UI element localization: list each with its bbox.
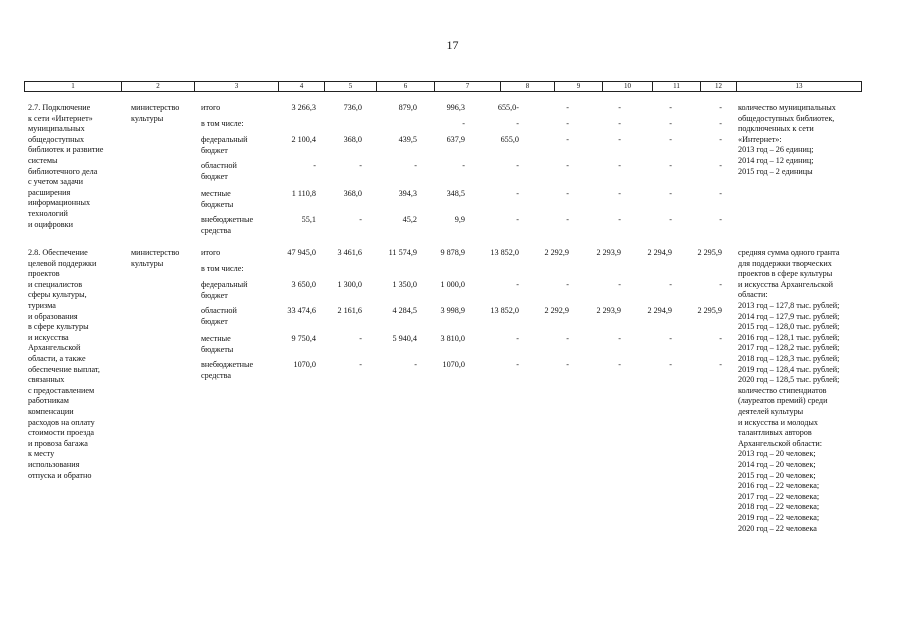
funding-source: внебюджетные: [201, 215, 254, 224]
funding-value: 3 461,6: [337, 248, 362, 257]
column-header-1: 1: [25, 82, 122, 91]
funding-source: областной: [201, 306, 237, 315]
funding-value: -: [566, 161, 569, 170]
indicator-line: средняя сумма одного гранта: [738, 248, 840, 257]
executor-line: министерство: [131, 103, 180, 112]
column-header-12: 12: [701, 82, 737, 91]
funding-value: 4 284,5: [392, 306, 417, 315]
activity-line: Архангельской: [28, 343, 81, 353]
funding-value: 13 852,0: [490, 306, 519, 315]
funding-value: -: [462, 119, 465, 128]
funding-value: -: [669, 135, 672, 144]
funding-value: 47 945,0: [287, 248, 316, 257]
funding-source: в том числе:: [201, 119, 244, 128]
column-header-10: 10: [603, 82, 653, 91]
funding-value: -: [719, 280, 722, 289]
funding-value: 1 000,0: [440, 280, 465, 289]
funding-value: 368,0: [343, 135, 362, 144]
funding-value: 55,1: [301, 215, 316, 224]
funding-value: -: [719, 360, 722, 369]
indicator-line: проектов в сфере культуры: [738, 269, 833, 279]
funding-value: 1 110,8: [291, 189, 316, 198]
funding-value: -: [566, 360, 569, 369]
indicator-line: 2013 год – 20 человек;: [738, 449, 816, 459]
column-header-4: 4: [279, 82, 325, 91]
funding-value: 1070,0: [293, 360, 316, 369]
funding-value: -: [669, 334, 672, 343]
funding-value: 2 294,9: [647, 306, 672, 315]
funding-source: областной: [201, 161, 237, 170]
page-number: 17: [446, 38, 459, 52]
column-number-header: [24, 81, 862, 92]
indicator-line: 2016 год – 128,1 тыс. рублей;: [738, 332, 840, 342]
funding-value: -: [618, 135, 621, 144]
funding-source: бюджет: [201, 145, 228, 155]
column-header-7: 7: [435, 82, 501, 91]
funding-value: -: [566, 103, 569, 112]
column-header-6: 6: [377, 82, 435, 91]
funding-value: 637,9: [446, 135, 465, 144]
funding-value: 9 878,9: [440, 248, 465, 257]
funding-value: -: [719, 119, 722, 128]
executor-line: культуры: [131, 258, 164, 268]
funding-value: 9,9: [454, 215, 465, 224]
activity-line: стоимости проезда: [28, 428, 94, 438]
activity-line: целевой поддержки: [28, 258, 97, 268]
indicator-line: области:: [738, 290, 768, 300]
activity-line: и специалистов: [28, 279, 83, 289]
funding-value: 394,3: [398, 189, 417, 198]
indicator-line: 2015 год – 2 единицы: [738, 166, 813, 176]
activity-line: 2.7. Подключение: [28, 103, 91, 112]
funding-value: -: [566, 334, 569, 343]
funding-value: 439,5: [398, 135, 417, 144]
funding-value: 996,3: [446, 103, 465, 112]
indicator-line: 2014 год – 127,9 тыс. рублей;: [738, 311, 840, 321]
activity-line: области, а также: [28, 354, 86, 363]
funding-source: средства: [201, 225, 232, 235]
funding-value: 2 294,9: [647, 248, 672, 257]
indicator-line: 2018 год – 22 человека;: [738, 502, 820, 512]
indicator-line: 2020 год – 128,5 тыс. рублей;: [738, 375, 840, 385]
funding-value: 2 295,9: [697, 306, 722, 315]
funding-value: 9 750,4: [291, 334, 316, 343]
activity-line: расходов на оплату: [28, 417, 95, 427]
funding-value: -: [618, 161, 621, 170]
funding-value: -: [516, 280, 519, 289]
activity-line: с учетом задачи: [28, 177, 84, 187]
funding-source: федеральный: [201, 280, 248, 289]
funding-value: 655,0: [500, 135, 519, 144]
funding-value: -: [414, 161, 417, 170]
funding-source: местные: [201, 334, 231, 343]
indicator-line: 2015 год – 128,0 тыс. рублей;: [738, 322, 840, 332]
funding-value: 33 474,6: [287, 306, 316, 315]
indicator-line: 2017 год – 128,2 тыс. рублей;: [738, 343, 840, 353]
funding-source: итого: [201, 103, 221, 112]
funding-value: -: [462, 161, 465, 170]
indicator-line: подключенных к сети: [738, 124, 814, 134]
column-header-9: 9: [555, 82, 603, 91]
funding-value: -: [618, 280, 621, 289]
column-header-8: 8: [501, 82, 555, 91]
funding-value: -: [669, 103, 672, 112]
funding-value: 3 810,0: [440, 334, 465, 343]
funding-value: -: [719, 215, 722, 224]
funding-value: 2 161,6: [337, 306, 362, 315]
indicator-line: количество стипендиатов: [738, 385, 827, 395]
indicator-line: талантливых авторов: [738, 428, 812, 438]
column-header-2: 2: [122, 82, 195, 91]
funding-value: 1 350,0: [392, 280, 417, 289]
indicator-line: общедоступных библиотек,: [738, 113, 835, 123]
funding-value: -: [566, 215, 569, 224]
funding-value: -: [359, 360, 362, 369]
funding-value: 45,2: [402, 215, 417, 224]
funding-value: 3 266,3: [291, 103, 316, 112]
funding-value: -: [669, 189, 672, 198]
activity-line: с предоставлением: [28, 385, 95, 395]
indicator-line: 2019 год – 128,4 тыс. рублей;: [738, 364, 840, 374]
funding-value: -: [719, 135, 722, 144]
indicator-line: 2019 год – 22 человека;: [738, 513, 820, 522]
column-header-3: 3: [195, 82, 279, 91]
funding-source: бюджет: [201, 171, 228, 181]
activity-line: в сфере культуры: [28, 322, 89, 332]
funding-value: -: [618, 103, 621, 112]
indicator-line: «Интернет»:: [738, 134, 782, 144]
funding-value: -: [516, 215, 519, 224]
activity-line: обеспечение выплат,: [28, 364, 100, 374]
funding-value: 2 100,4: [291, 135, 316, 144]
funding-value: -: [566, 189, 569, 198]
funding-value: -: [719, 189, 722, 198]
funding-value: -: [516, 360, 519, 369]
funding-value: -: [618, 360, 621, 369]
activity-line: к сети «Интернет»: [28, 113, 93, 123]
indicator-line: Архангельской области:: [738, 438, 823, 448]
indicator-line: 2014 год – 20 человек;: [738, 460, 816, 469]
activity-line: библиотечного дела: [28, 166, 98, 176]
funding-source: итого: [201, 248, 221, 257]
funding-value: 2 293,9: [596, 306, 621, 315]
funding-value: 3 998,9: [440, 306, 465, 315]
funding-value: -: [566, 135, 569, 144]
indicator-line: 2015 год – 20 человек;: [738, 470, 816, 480]
funding-source: внебюджетные: [201, 360, 254, 369]
funding-value: -: [618, 215, 621, 224]
activity-line: расширения: [28, 187, 71, 197]
funding-value: 736,0: [343, 103, 362, 112]
funding-source: в том числе:: [201, 264, 244, 273]
activity-line: системы: [28, 156, 58, 165]
funding-value: 2 295,9: [697, 248, 722, 257]
indicator-line: и искусства Архангельской: [738, 279, 834, 289]
funding-value: 2 292,9: [544, 248, 569, 257]
funding-value: 879,0: [398, 103, 417, 112]
funding-value: 5 940,4: [392, 334, 417, 343]
funding-value: -: [359, 215, 362, 224]
activity-line: туризма: [28, 301, 56, 310]
funding-value: -: [516, 119, 519, 128]
funding-source: бюджет: [201, 316, 228, 326]
funding-value: 348,5: [446, 189, 465, 198]
activity-line: муниципальных: [28, 124, 85, 134]
funding-value: -: [719, 103, 722, 112]
indicator-line: (лауреатов премий) среди: [738, 396, 828, 406]
funding-value: 1 300,0: [337, 280, 362, 289]
activity-line: проектов: [28, 269, 60, 279]
column-header-13: 13: [737, 82, 862, 91]
funding-value: -: [669, 280, 672, 289]
indicator-line: 2018 год – 128,3 тыс. рублей;: [738, 354, 840, 363]
funding-value: -: [359, 161, 362, 170]
funding-value: -: [669, 161, 672, 170]
indicator-line: 2013 год – 127,8 тыс. рублей;: [738, 301, 840, 310]
activity-line: сферы культуры,: [28, 290, 87, 300]
activity-line: технологий: [28, 209, 68, 218]
activity-line: информационных: [28, 198, 91, 208]
activity-line: связанных: [28, 375, 65, 385]
funding-value: -: [414, 360, 417, 369]
indicator-line: количество муниципальных: [738, 103, 836, 112]
column-header-11: 11: [653, 82, 701, 91]
funding-value: -: [618, 334, 621, 343]
executor-line: культуры: [131, 113, 164, 123]
indicator-line: 2014 год – 12 единиц;: [738, 156, 814, 165]
indicator-line: и искусства и молодых: [738, 417, 818, 427]
funding-value: -: [618, 119, 621, 128]
funding-value: -: [669, 119, 672, 128]
indicator-line: для поддержки творческих: [738, 258, 832, 268]
activity-line: 2.8. Обеспечение: [28, 248, 88, 257]
indicator-line: 2017 год – 22 человека;: [738, 491, 820, 501]
funding-value: -: [516, 189, 519, 198]
funding-value: 2 293,9: [596, 248, 621, 257]
activity-line: и оцифровки: [28, 219, 74, 229]
funding-value: -: [618, 189, 621, 198]
activity-line: библиотек и развитие: [28, 145, 104, 155]
funding-value: 655,0-: [497, 103, 519, 112]
funding-value: 2 292,9: [544, 306, 569, 315]
funding-source: бюджет: [201, 290, 228, 300]
indicator-line: 2020 год – 22 человека: [738, 523, 817, 533]
indicator-line: 2013 год – 26 единиц;: [738, 145, 814, 155]
executor-line: министерство: [131, 248, 180, 257]
activity-line: работникам: [28, 396, 69, 406]
funding-source: бюджеты: [201, 199, 234, 209]
activity-line: компенсации: [28, 407, 74, 416]
indicator-line: деятелей культуры: [738, 407, 804, 416]
funding-value: -: [566, 119, 569, 128]
activity-line: к месту: [28, 449, 55, 459]
funding-value: -: [516, 161, 519, 170]
funding-value: 13 852,0: [490, 248, 519, 257]
funding-value: -: [669, 360, 672, 369]
funding-source: бюджеты: [201, 344, 234, 354]
activity-line: общедоступных: [28, 134, 85, 144]
funding-source: федеральный: [201, 135, 248, 144]
funding-value: 3 650,0: [291, 280, 316, 289]
indicator-line: 2016 год – 22 человека;: [738, 481, 820, 491]
funding-value: 1070,0: [442, 360, 465, 369]
funding-value: -: [516, 334, 519, 343]
funding-value: 368,0: [343, 189, 362, 198]
funding-value: -: [359, 334, 362, 343]
funding-value: -: [566, 280, 569, 289]
activity-line: и искусства: [28, 332, 69, 342]
activity-line: и образования: [28, 311, 78, 321]
funding-value: -: [313, 161, 316, 170]
activity-line: использования: [28, 460, 80, 469]
funding-source: средства: [201, 370, 232, 380]
funding-value: -: [719, 161, 722, 170]
funding-value: 11 574,9: [388, 248, 417, 257]
activity-line: и провоза багажа: [28, 438, 88, 448]
funding-value: -: [669, 215, 672, 224]
funding-value: -: [719, 334, 722, 343]
activity-line: отпуска и обратно: [28, 470, 92, 480]
funding-source: местные: [201, 189, 231, 198]
column-header-5: 5: [325, 82, 377, 91]
